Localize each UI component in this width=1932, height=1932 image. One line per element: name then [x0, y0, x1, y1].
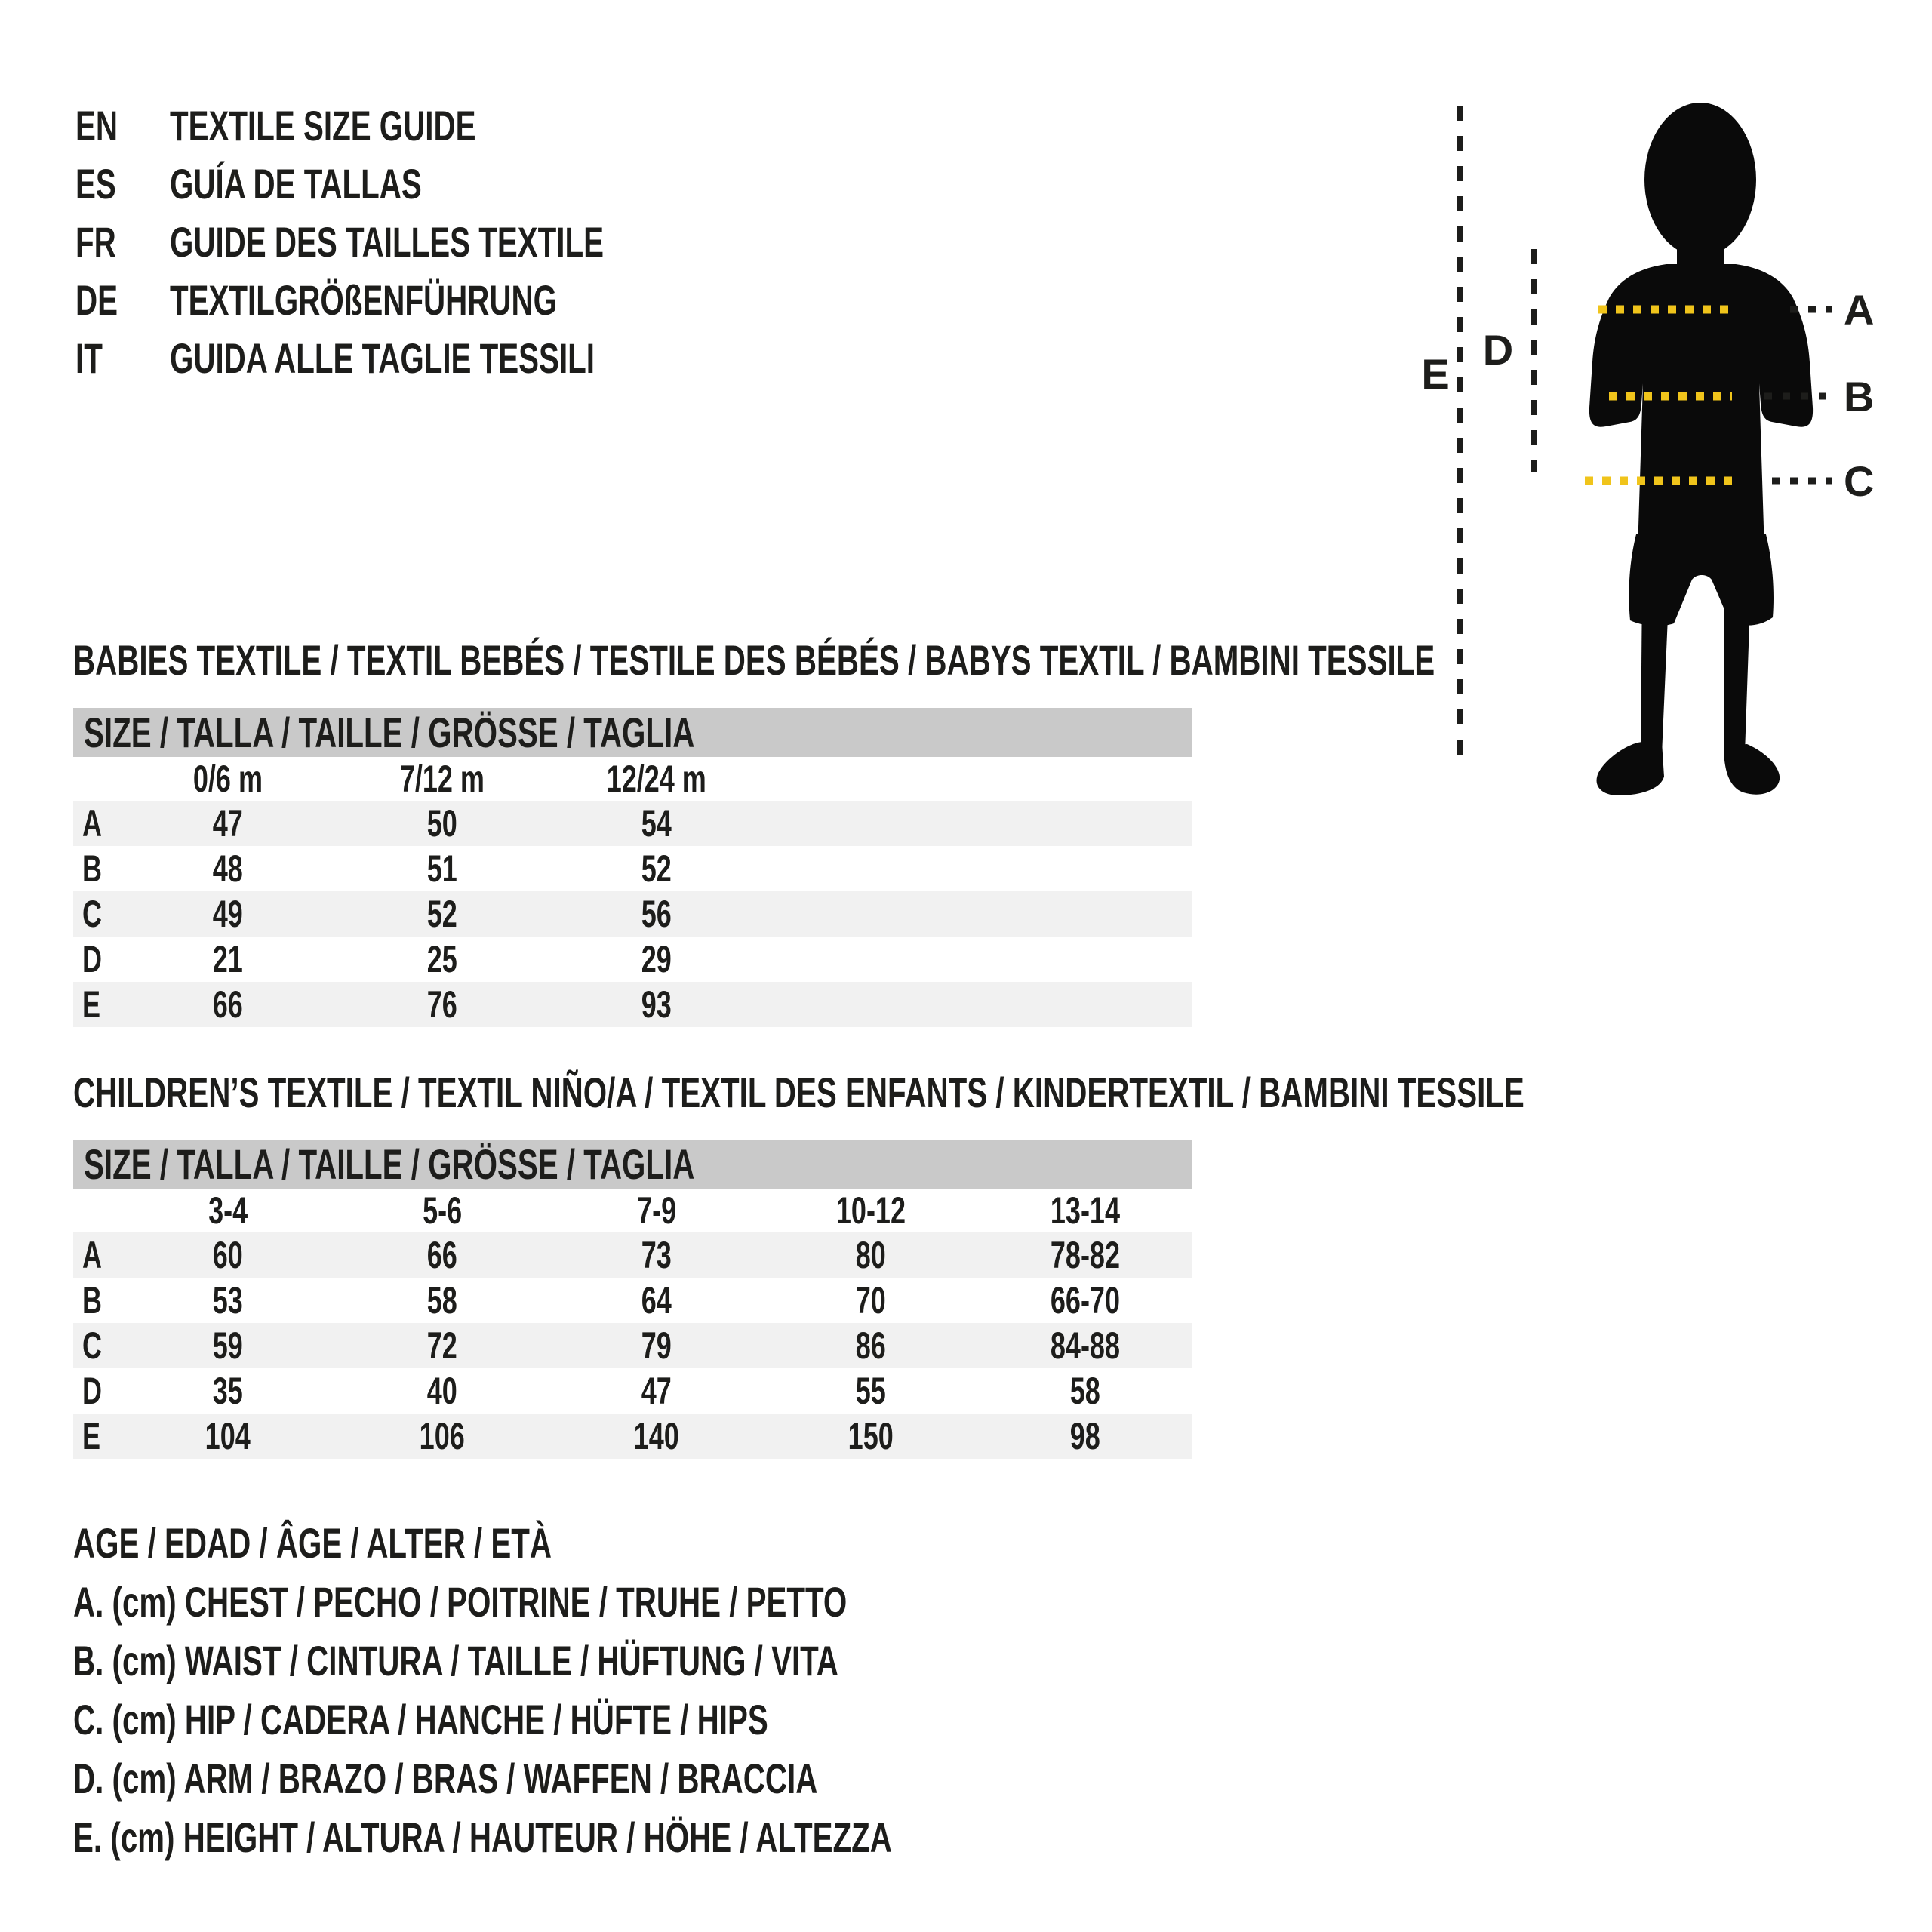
- children-size-table: [73, 1189, 1192, 1459]
- value-cell: 66-70: [1050, 1279, 1121, 1321]
- child-silhouette-icon: [1589, 103, 1813, 795]
- value-cell: 29: [641, 938, 672, 980]
- row-label-cell: D: [82, 1370, 102, 1412]
- measure-label-c: C: [1844, 457, 1875, 505]
- value-cell: 40: [426, 1370, 458, 1412]
- value-cell: 49: [212, 893, 244, 935]
- measure-label-b: B: [1844, 373, 1875, 420]
- empty-cell: [764, 801, 978, 846]
- value-cell: 56: [641, 893, 672, 935]
- value-cell: 53: [212, 1279, 244, 1321]
- column-header-cell: 7/12 m: [399, 758, 485, 800]
- row-label-cell: D: [82, 938, 102, 980]
- value-cell: 50: [426, 802, 458, 844]
- language-row-en: [75, 97, 773, 155]
- value-cell: 70: [855, 1279, 887, 1321]
- value-cell: 58: [426, 1279, 458, 1321]
- empty-cell: [764, 891, 978, 937]
- value-cell: 140: [633, 1415, 680, 1457]
- value-cell: 59: [212, 1324, 244, 1367]
- language-code: FR: [75, 218, 116, 266]
- value-cell: 106: [419, 1415, 466, 1457]
- language-label: TEXTILE SIZE GUIDE: [170, 102, 476, 149]
- value-cell: 84-88: [1050, 1324, 1121, 1367]
- value-cell: 66: [212, 983, 244, 1026]
- table-row-b: [73, 1278, 1192, 1323]
- language-title-list: [75, 97, 773, 387]
- empty-cell: [764, 982, 978, 1027]
- column-header-cell: 5-6: [422, 1189, 463, 1232]
- value-cell: 55: [855, 1370, 887, 1412]
- value-cell: 72: [426, 1324, 458, 1367]
- legend-line-arm: D. (cm) ARM / BRAZO / BRAS / WAFFEN / BRACCIA: [73, 1755, 818, 1802]
- value-cell: 47: [641, 1370, 672, 1412]
- legend-line-chest: A. (cm) CHEST / PECHO / POITRINE / TRUHE / PETTO: [73, 1578, 848, 1626]
- value-cell: 98: [1069, 1415, 1101, 1457]
- table-row-c: [73, 891, 1192, 937]
- empty-cell: [764, 846, 978, 891]
- table-row-e: [73, 1414, 1192, 1459]
- table-row-d: [73, 937, 1192, 982]
- row-label-cell: B: [82, 1279, 102, 1321]
- row-label-cell: E: [82, 1415, 101, 1457]
- column-header-cell: 0/6 m: [192, 758, 263, 800]
- value-cell: 52: [641, 848, 672, 890]
- row-label-cell: A: [82, 1234, 102, 1276]
- language-row-it: [75, 329, 773, 387]
- value-cell: 54: [641, 802, 672, 844]
- value-cell: 25: [426, 938, 458, 980]
- babies-column-header-row: [73, 757, 1192, 801]
- value-cell: 93: [641, 983, 672, 1026]
- empty-cell: [978, 757, 1192, 801]
- table-row-a: [73, 1232, 1192, 1278]
- language-code: ES: [75, 160, 116, 208]
- row-label-cell: E: [82, 983, 101, 1026]
- language-code: IT: [75, 334, 103, 382]
- row-label-cell: B: [82, 848, 102, 890]
- value-cell: 150: [848, 1415, 894, 1457]
- value-cell: 58: [1069, 1370, 1101, 1412]
- children-section-title: CHILDREN’S TEXTILE / TEXTIL NIÑO/A / TEXTIL DES ENFANTS / KINDERTEXTIL / BAMBINI TESSILE: [73, 1069, 1524, 1116]
- row-label-cell: A: [82, 802, 102, 844]
- value-cell: 66: [426, 1234, 458, 1276]
- column-header-cell: 7-9: [636, 1189, 677, 1232]
- value-cell: 48: [212, 848, 244, 890]
- row-label-cell: C: [82, 893, 102, 935]
- value-cell: 104: [205, 1415, 251, 1457]
- babies-section-title: BABIES TEXTILE / TEXTIL BEBÉS / TESTILE DES BÉBÉS / BABYS TEXTIL / BAMBINI TESSILE: [73, 636, 1435, 684]
- table-row-c: [73, 1323, 1192, 1368]
- language-row-fr: [75, 213, 773, 271]
- value-cell: 52: [426, 893, 458, 935]
- measurement-figure-diagram: [1404, 60, 1932, 830]
- language-label: GUIDA ALLE TAGLIE TESSILI: [170, 334, 595, 382]
- language-label: GUIDE DES TAILLES TEXTILE: [170, 218, 604, 266]
- empty-cell: [978, 937, 1192, 982]
- empty-cell: [978, 891, 1192, 937]
- value-cell: 35: [212, 1370, 244, 1412]
- empty-cell: [978, 846, 1192, 891]
- value-cell: 21: [212, 938, 244, 980]
- legend-line-age: AGE / EDAD / ÂGE / ALTER / ETÀ: [73, 1519, 552, 1567]
- language-label: GUÍA DE TALLAS: [170, 160, 422, 208]
- measure-label-a: A: [1844, 286, 1875, 334]
- value-cell: 86: [855, 1324, 887, 1367]
- table-row-a: [73, 801, 1192, 846]
- legend-line-hip: C. (cm) HIP / CADERA / HANCHE / HÜFTE / HIPS: [73, 1696, 768, 1743]
- table-row-d: [73, 1368, 1192, 1414]
- column-header-cell: 12/24 m: [606, 758, 707, 800]
- empty-cell: [978, 801, 1192, 846]
- children-column-header-row: [73, 1189, 1192, 1232]
- language-label: TEXTILGRÖßENFÜHRUNG: [170, 276, 557, 324]
- legend-line-height: E. (cm) HEIGHT / ALTURA / HAUTEUR / HÖHE / ALTEZZA: [73, 1814, 892, 1861]
- language-row-de: [75, 271, 773, 329]
- value-cell: 76: [426, 983, 458, 1026]
- measurement-legend: [73, 1514, 1211, 1867]
- language-code: EN: [75, 102, 118, 149]
- children-size-header-bar: SIZE / TALLA / TAILLE / GRÖSSE / TAGLIA: [73, 1140, 1192, 1189]
- empty-cell: [764, 757, 978, 801]
- column-header-cell: 13-14: [1050, 1189, 1121, 1232]
- empty-cell: [978, 982, 1192, 1027]
- empty-cell: [73, 757, 121, 801]
- column-header-cell: 10-12: [835, 1189, 906, 1232]
- babies-size-header-bar: SIZE / TALLA / TAILLE / GRÖSSE / TAGLIA: [73, 708, 1192, 757]
- table-row-e: [73, 982, 1192, 1027]
- value-cell: 47: [212, 802, 244, 844]
- babies-size-table: [73, 757, 1192, 1027]
- value-cell: 60: [212, 1234, 244, 1276]
- language-row-es: [75, 155, 773, 213]
- measure-label-e: E: [1421, 350, 1450, 398]
- value-cell: 51: [426, 848, 458, 890]
- value-cell: 79: [641, 1324, 672, 1367]
- row-label-cell: C: [82, 1324, 102, 1367]
- value-cell: 78-82: [1050, 1234, 1121, 1276]
- value-cell: 64: [641, 1279, 672, 1321]
- measure-label-d: D: [1482, 326, 1514, 374]
- legend-line-waist: B. (cm) WAIST / CINTURA / TAILLE / HÜFTUNG / VITA: [73, 1637, 838, 1684]
- table-row-b: [73, 846, 1192, 891]
- empty-cell: [73, 1189, 121, 1232]
- value-cell: 73: [641, 1234, 672, 1276]
- column-header-cell: 3-4: [208, 1189, 248, 1232]
- empty-cell: [764, 937, 978, 982]
- language-code: DE: [75, 276, 118, 324]
- value-cell: 80: [855, 1234, 887, 1276]
